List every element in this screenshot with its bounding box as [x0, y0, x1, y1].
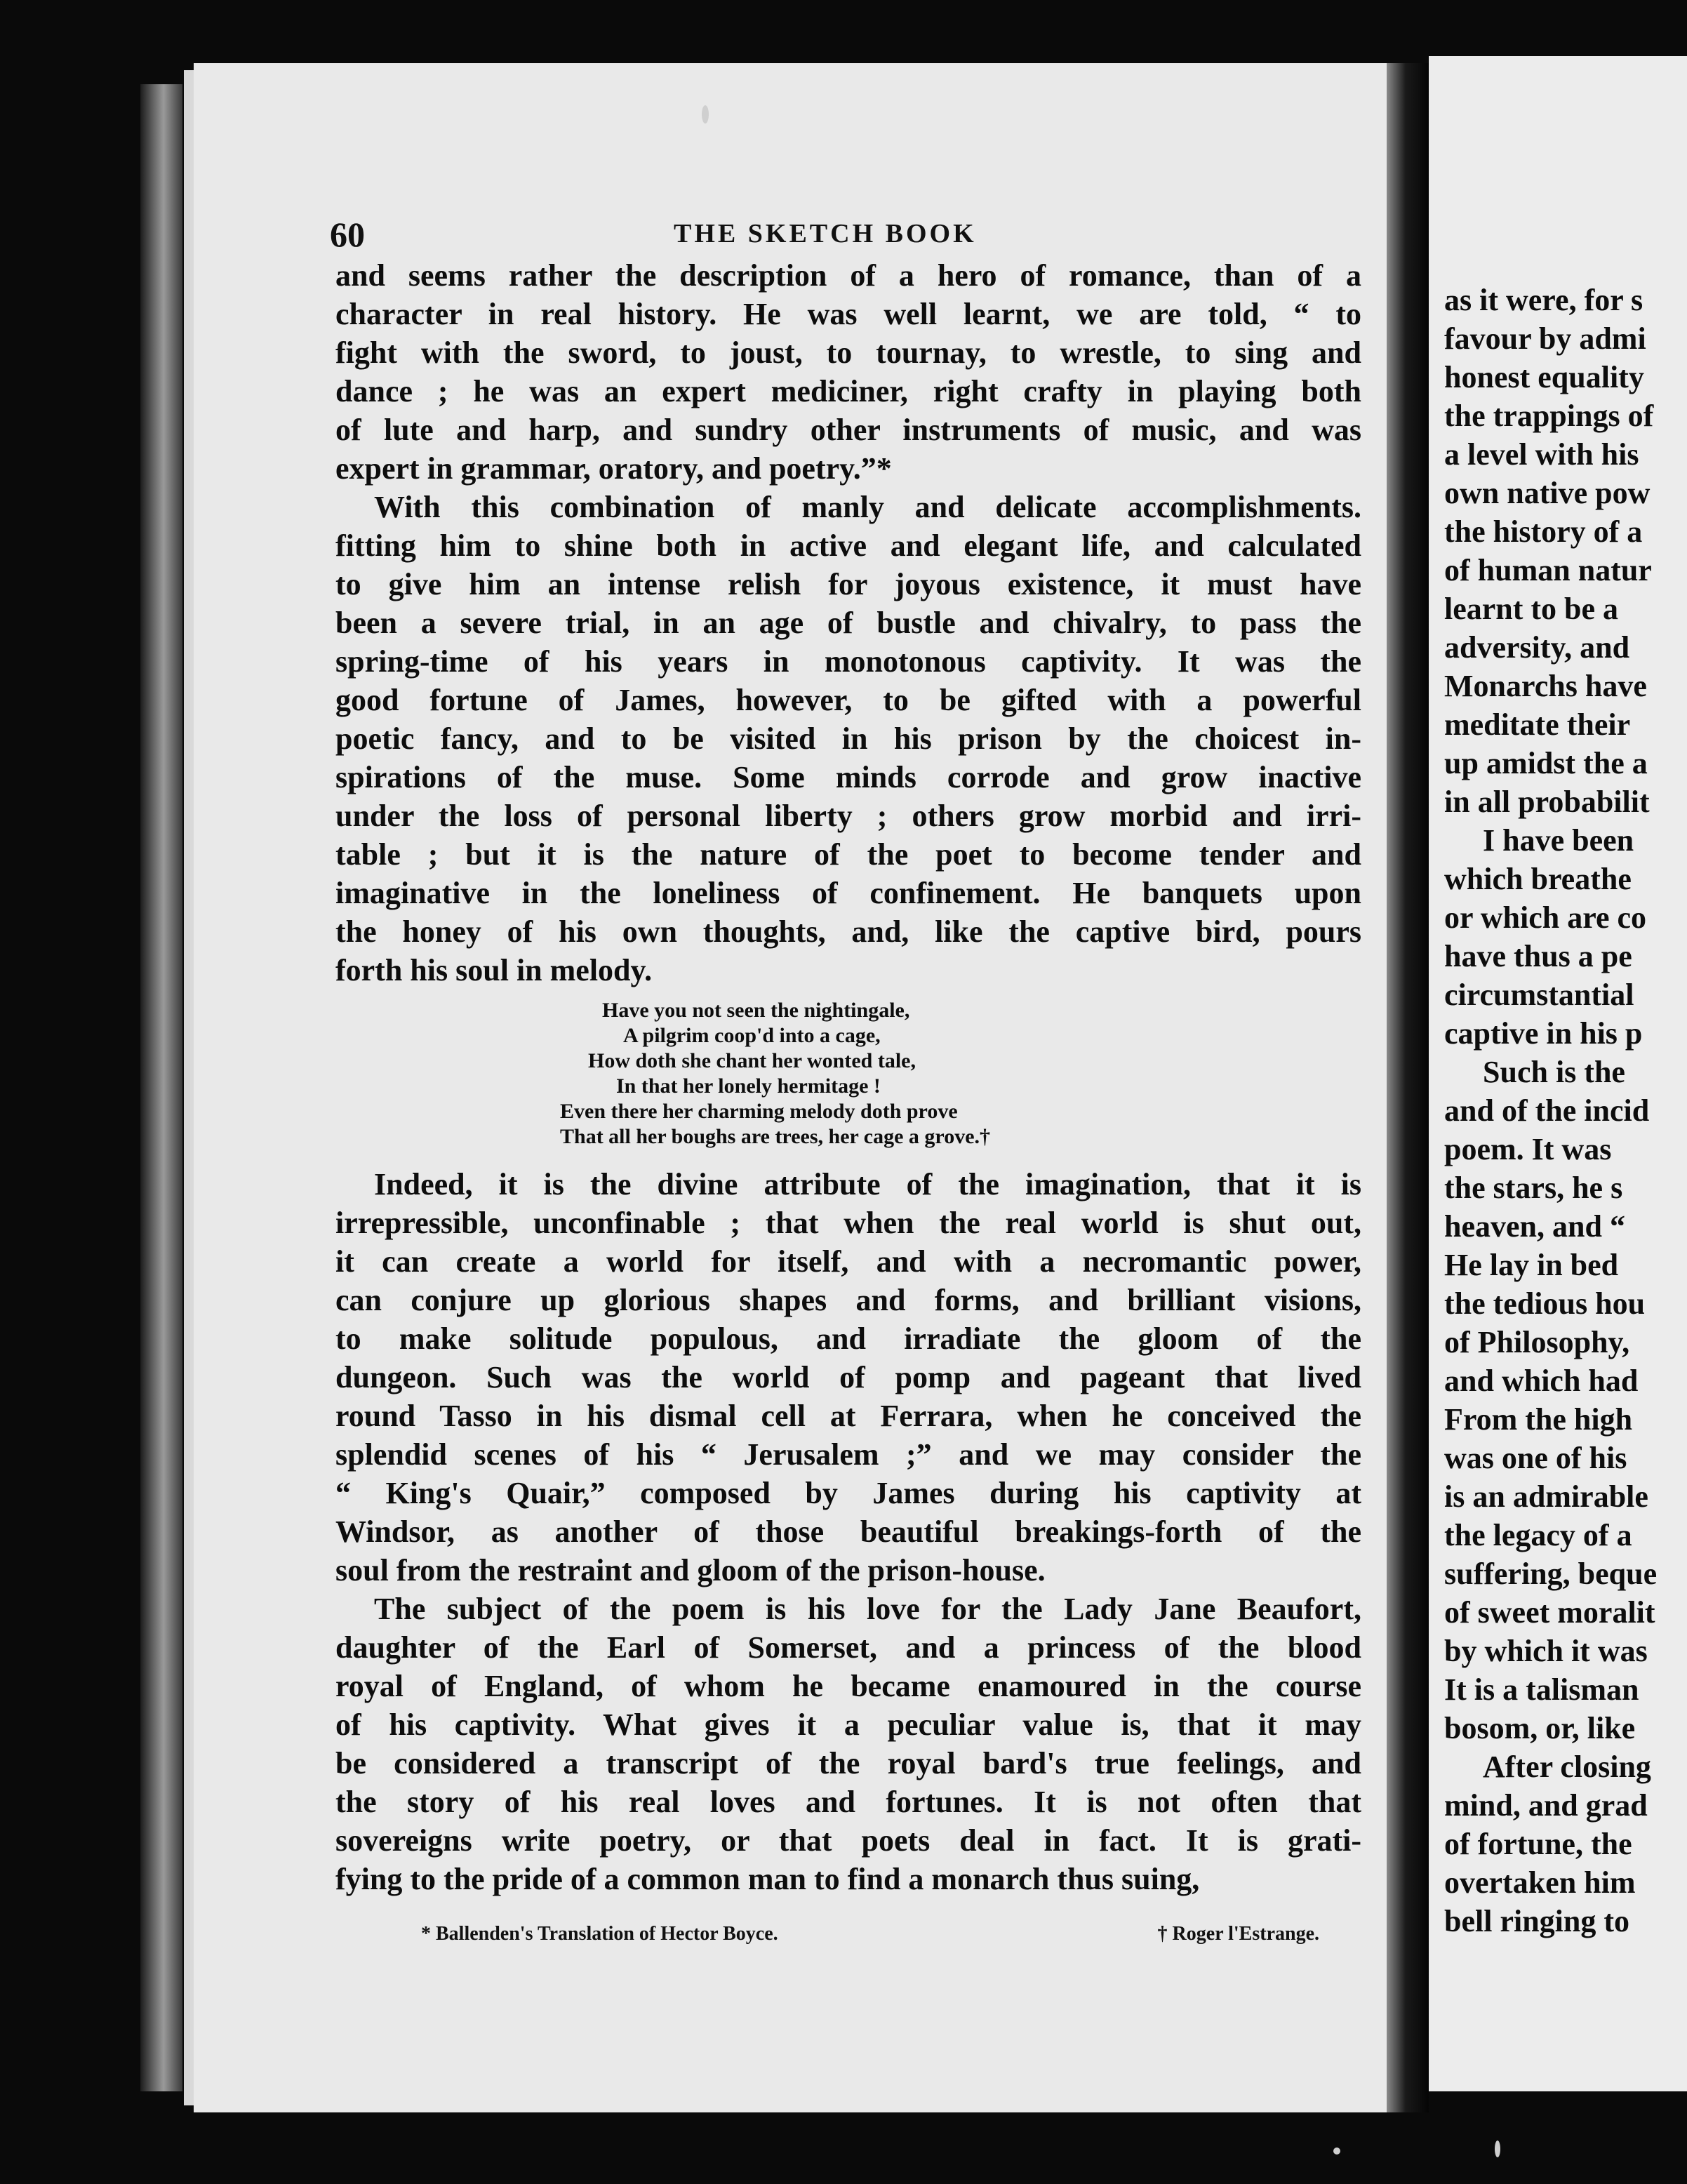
text-line: dungeon. Such was the world of pomp and pageant that lived: [335, 1360, 1361, 1394]
body-text: [335, 256, 1361, 1898]
text-line: table ; but it is the nature of the poet to become tender and: [335, 837, 1361, 872]
text-line: to make solitude populous, and irradiate the gloom of the: [335, 1321, 1361, 1356]
text-line: expert in grammar, oratory, and poetry.”*: [335, 451, 892, 486]
right-text-line: mind, and grad: [1444, 1788, 1648, 1823]
right-text-line: learnt to be a: [1444, 592, 1619, 626]
text-line: fying to the pride of a common man to find a monarch thus suing,: [335, 1862, 1200, 1896]
right-text-line: and of the incid: [1444, 1093, 1650, 1128]
right-text-line: bell ringing to: [1444, 1904, 1630, 1938]
right-text-line: a level with his: [1444, 437, 1639, 472]
right-text-line: heaven, and “: [1444, 1209, 1625, 1244]
right-text-line: the tedious hou: [1444, 1286, 1646, 1321]
right-text-line: Such is the: [1483, 1055, 1625, 1089]
right-text-line: have thus a pe: [1444, 939, 1632, 973]
text-line: splendid scenes of his “ Jerusalem ;” and we may consider the: [335, 1437, 1361, 1472]
text-line: and seems rather the description of a hero of romance, than of a: [335, 258, 1361, 293]
book-spine: [140, 84, 182, 2091]
verse-line: That all her boughs are trees, her cage a grove.†: [560, 1125, 991, 1148]
verse-quotation: [335, 998, 1361, 1150]
text-line: daughter of the Earl of Somerset, and a princess of the blood: [335, 1630, 1361, 1665]
verse-line: A pilgrim coop'd into a cage,: [623, 1024, 881, 1047]
right-text-line: own native pow: [1444, 476, 1651, 510]
right-text-line: which breathe: [1444, 862, 1632, 896]
right-text-line: the history of a: [1444, 514, 1643, 549]
text-line: forth his soul in melody.: [335, 953, 653, 987]
text-line: dance ; he was an expert mediciner, right crafty in playing both: [335, 374, 1361, 408]
right-text-line: or which are co: [1444, 900, 1646, 935]
paragraph-group-a: [335, 256, 1361, 990]
text-line: The subject of the poem is his love for the Lady Jane Beaufort,: [374, 1592, 1361, 1626]
text-line: the honey of his own thoughts, and, like the captive bird, pours: [335, 914, 1361, 949]
text-line: Windsor, as another of those beautiful breakings-forth of the: [335, 1514, 1361, 1549]
dust-speck: [1495, 2140, 1500, 2157]
verse-line: Have you not seen the nightingale,: [602, 999, 910, 1022]
dust-speck: [702, 105, 709, 124]
right-text-line: suffering, beque: [1444, 1557, 1658, 1591]
right-text-line: of human natur: [1444, 553, 1652, 587]
text-line: be considered a transcript of the royal bard's true feelings, and: [335, 1746, 1361, 1780]
right-text-line: in all probabilit: [1444, 785, 1650, 819]
right-text-line: by which it was: [1444, 1634, 1648, 1668]
text-line: spring-time of his years in monotonous captivity. It was the: [335, 644, 1361, 679]
text-line: irrepressible, unconfinable ; that when the real world is shut out,: [335, 1206, 1361, 1240]
text-line: With this combination of manly and delicate accomplishments.: [374, 490, 1361, 524]
text-line: royal of England, of whom he became enamoured in the course: [335, 1669, 1361, 1703]
footnotes: [421, 1923, 1319, 1951]
right-text-line: captive in his p: [1444, 1016, 1643, 1051]
right-text-line: is an admirable: [1444, 1479, 1648, 1514]
right-text-line: adversity, and: [1444, 630, 1630, 665]
text-line: been a severe trial, in an age of bustle and chivalry, to pass the: [335, 606, 1361, 640]
text-line: character in real history. He was well learnt, we are told, “ to: [335, 297, 1361, 331]
right-text-line: poem. It was: [1444, 1132, 1612, 1166]
right-page-text: [1444, 281, 1687, 1940]
right-text-line: and which had: [1444, 1364, 1639, 1398]
right-text-line: as it were, for s: [1444, 283, 1643, 317]
footnote-dagger: † Roger l'Estrange.: [1157, 1923, 1319, 1945]
right-text-line: circumstantial: [1444, 978, 1634, 1012]
paragraph-group-b: [335, 1165, 1361, 1898]
right-text-line: of fortune, the: [1444, 1827, 1632, 1861]
text-line: poetic fancy, and to be visited in his prison by the choicest in-: [335, 721, 1361, 756]
text-line: under the loss of personal liberty ; others grow morbid and irri-: [335, 799, 1361, 833]
running-head: THE SKETCH BOOK: [674, 219, 977, 248]
right-text-line: honest equality: [1444, 360, 1644, 394]
verse-line: In that her lonely hermitage !: [616, 1074, 881, 1098]
dust-speck: [1333, 2148, 1340, 2155]
right-text-line: From the high: [1444, 1402, 1633, 1437]
verse-line: Even there her charming melody doth prove: [560, 1100, 958, 1123]
text-line: fight with the sword, to joust, to tournay, to wrestle, to sing and: [335, 335, 1361, 370]
text-line: the story of his real loves and fortunes. It is not often that: [335, 1785, 1361, 1819]
text-line: can conjure up glorious shapes and forms, and brilliant visions,: [335, 1283, 1361, 1317]
text-line: Indeed, it is the divine attribute of the imagination, that it is: [374, 1167, 1361, 1201]
text-line: sovereigns write poetry, or that poets deal in fact. It is grati-: [335, 1823, 1361, 1858]
right-text-line: After closing: [1483, 1750, 1651, 1784]
text-line: of his captivity. What gives it a peculiar value is, that it may: [335, 1707, 1361, 1742]
right-text-line: favour by admi: [1444, 321, 1646, 356]
right-text-line: meditate their: [1444, 707, 1631, 742]
footnote-star: * Ballenden's Translation of Hector Boyce.: [421, 1923, 778, 1945]
page-number: 60: [330, 215, 365, 254]
right-text-line: It is a talisman: [1444, 1672, 1639, 1707]
right-text-line: was one of his: [1444, 1441, 1627, 1475]
text-line: it can create a world for itself, and with a necromantic power,: [335, 1244, 1361, 1279]
right-text-line: of sweet moralit: [1444, 1595, 1655, 1630]
right-page: [1429, 56, 1687, 2091]
right-text-line: Monarchs have: [1444, 669, 1647, 703]
text-line: good fortune of James, however, to be gifted with a powerful: [335, 683, 1361, 717]
text-line: “ King's Quair,” composed by James during his captivity at: [335, 1476, 1361, 1510]
text-line: to give him an intense relish for joyous existence, it must have: [335, 567, 1361, 601]
text-line: imaginative in the loneliness of confinement. He banquets upon: [335, 876, 1361, 910]
verse-line: How doth she chant her wonted tale,: [588, 1049, 916, 1072]
page-edge: [184, 70, 194, 2105]
text-line: round Tasso in his dismal cell at Ferrara, when he conceived the: [335, 1399, 1361, 1433]
right-text-line: I have been: [1483, 823, 1634, 858]
right-text-line: of Philosophy,: [1444, 1325, 1630, 1359]
right-text-line: up amidst the a: [1444, 746, 1648, 780]
right-text-line: the stars, he s: [1444, 1171, 1623, 1205]
right-text-line: the trappings of: [1444, 399, 1654, 433]
right-text-line: bosom, or, like: [1444, 1711, 1636, 1745]
text-line: soul from the restraint and gloom of the prison-house.: [335, 1553, 1046, 1587]
right-text-line: He lay in bed: [1444, 1248, 1619, 1282]
text-line: of lute and harp, and sundry other instruments of music, and was: [335, 413, 1361, 447]
right-text-line: overtaken him: [1444, 1865, 1636, 1900]
book-gutter: [1387, 63, 1429, 2112]
right-text-line: the legacy of a: [1444, 1518, 1632, 1552]
text-line: spirations of the muse. Some minds corrode and grow inactive: [335, 760, 1361, 794]
text-line: fitting him to shine both in active and elegant life, and calculated: [335, 528, 1361, 563]
